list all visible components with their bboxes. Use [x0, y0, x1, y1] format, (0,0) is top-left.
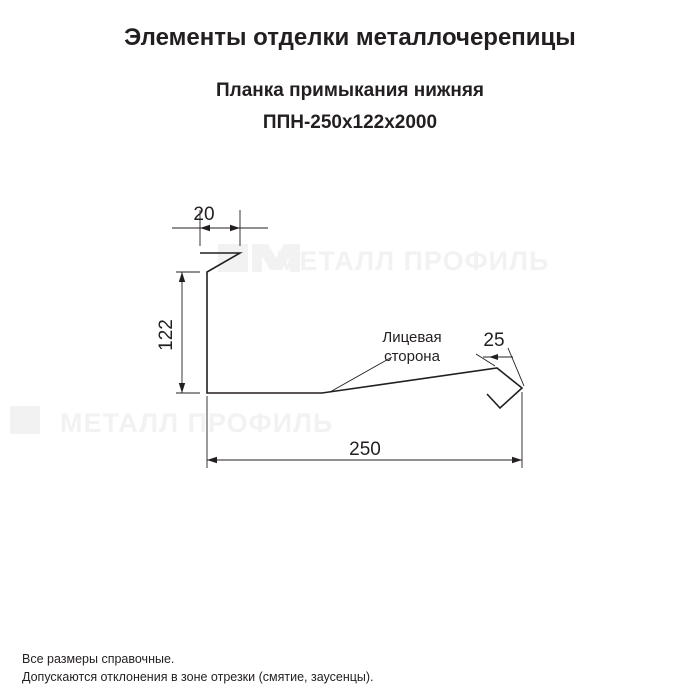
watermark-bottom	[10, 406, 333, 438]
dimension-top-flange	[172, 210, 268, 246]
svg-text:МЕТАЛЛ ПРОФИЛЬ: МЕТАЛЛ ПРОФИЛЬ	[60, 408, 334, 438]
drawing-svg	[0, 180, 700, 510]
dimension-label-122: 122	[156, 319, 177, 351]
svg-text:МЕТАЛЛ ПРОФИЛЬ: МЕТАЛЛ ПРОФИЛЬ	[276, 246, 550, 276]
dimension-label-25: 25	[483, 330, 505, 351]
product-name: Планка примыкания нижняя	[215, 80, 485, 101]
footer-line-2: Допускаются отклонения в зоне отрезки (смятие, заусенцы).	[22, 669, 374, 684]
product-code: ППН-250х122х2000	[262, 112, 438, 133]
footer-note	[22, 650, 374, 686]
page-title: Элементы отделки металлочерепицы	[124, 24, 576, 51]
technical-drawing	[0, 180, 700, 510]
watermark-top	[218, 244, 549, 276]
dimension-label-250: 250	[349, 439, 381, 460]
profile-outline	[200, 253, 522, 408]
annotation-face-side-line2: сторона	[384, 348, 440, 365]
footer-line-1: Все размеры справочные.	[22, 651, 175, 666]
title-block	[0, 0, 700, 134]
dimension-label-20: 20	[193, 204, 215, 225]
annotation-face-side-line1: Лицевая	[382, 329, 442, 346]
dimension-height	[176, 272, 200, 393]
dimension-edge	[476, 348, 524, 386]
